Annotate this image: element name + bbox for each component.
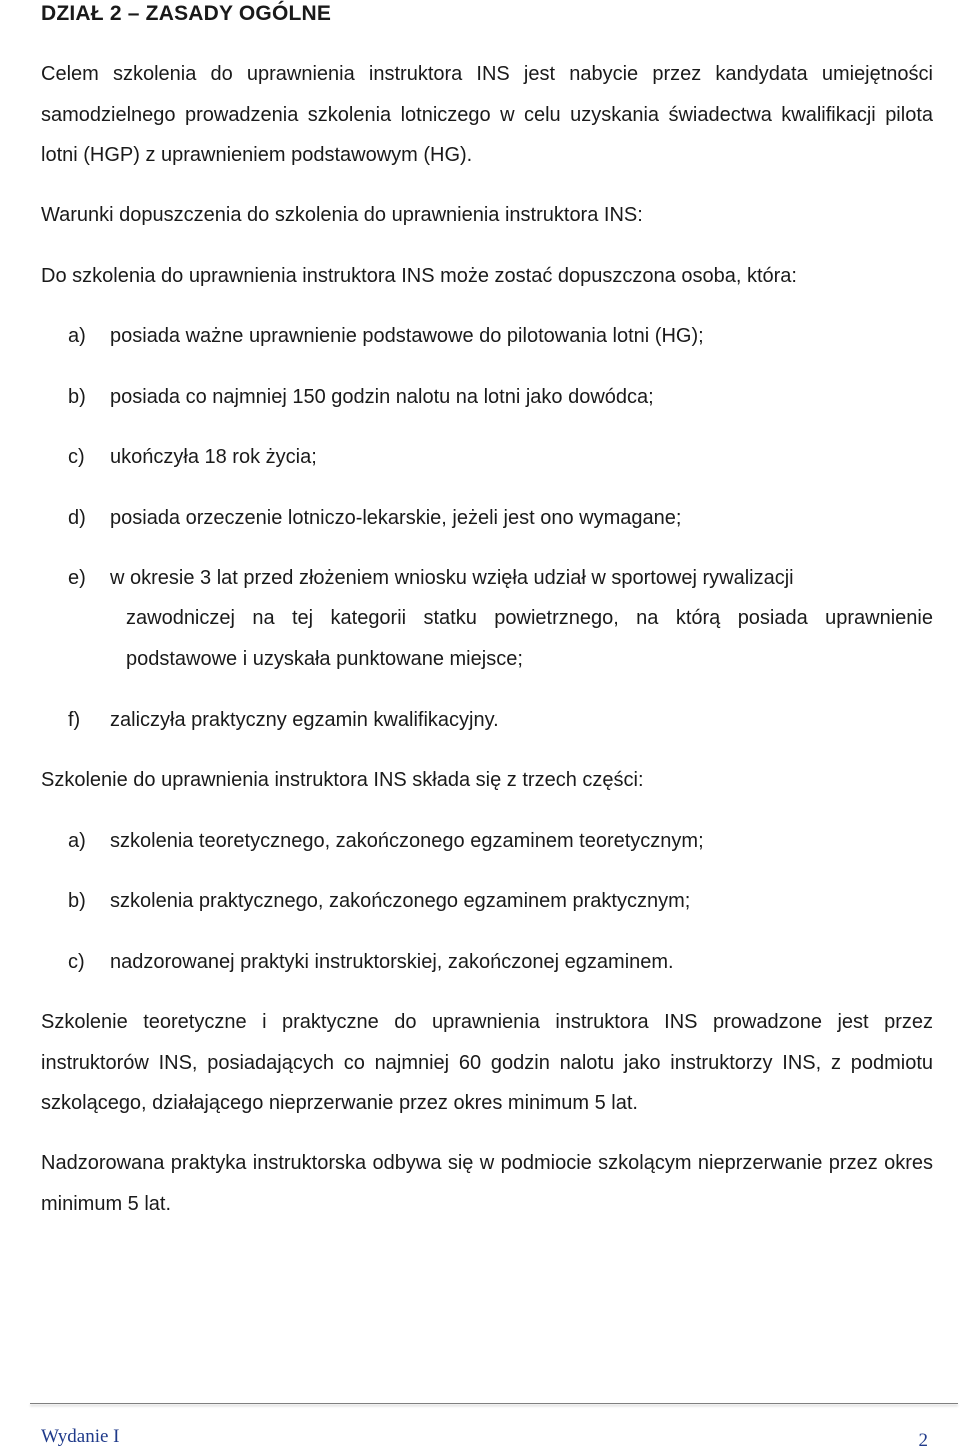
list-item-text-continuation: zawodniczej na tej kategorii statku powietrznego, na którą posiada uprawnienie podstawowe i uzyskała punktowane miejsce; — [126, 607, 933, 670]
condition-item-c — [68, 437, 934, 478]
footer-divider — [30, 1403, 958, 1404]
list-marker: c) — [68, 446, 85, 468]
list-marker: a) — [68, 325, 86, 347]
footer-edition: Wydanie I — [41, 1426, 120, 1447]
condition-item-a — [68, 316, 934, 357]
list-item-text: posiada orzeczenie lotniczo-lekarskie, jeżeli jest ono wymagane; — [110, 507, 682, 529]
list-marker: a) — [68, 830, 86, 852]
list-item-text: nadzorowanej praktyki instruktorskiej, zakończonej egzaminem. — [110, 951, 674, 973]
part-item-a — [68, 821, 934, 862]
conditions-lead: Do szkolenia do uprawnienia instruktora INS może zostać dopuszczona osoba, która: — [41, 265, 797, 287]
list-marker: f) — [68, 709, 81, 731]
intro-paragraph: Celem szkolenia do uprawnienia instruktora INS jest nabycie przez kandydata umiejętności samodzielnego prowadzenia szkolenia lotniczego w celu uzyskania świadectwa kwalifikacji pilota lotni (HGP) z uprawnieniem podstawowym (HG). — [41, 63, 933, 166]
conditions-title: Warunki dopuszczenia do szkolenia do uprawnienia instruktora INS: — [41, 204, 643, 226]
condition-item-b — [68, 377, 934, 418]
list-item-text: posiada ważne uprawnienie podstawowe do pilotowania lotni (HG); — [110, 325, 704, 347]
part-item-c — [68, 942, 934, 983]
list-item-text-line1: w okresie 3 lat przed złożeniem wniosku wzięła udział w sportowej rywalizacji — [110, 567, 794, 589]
condition-item-f — [68, 700, 934, 741]
page-number: 2 — [918, 1430, 928, 1451]
list-marker: b) — [68, 386, 86, 408]
list-item-text: posiada co najmniej 150 godzin nalotu na lotni jako dowódca; — [110, 386, 654, 408]
supervised-info-paragraph: Nadzorowana praktyka instruktorska odbywa się w podmiocie szkolącym nieprzerwanie przez okres minimum 5 lat. — [41, 1152, 933, 1215]
list-marker: d) — [68, 507, 86, 529]
parts-lead: Szkolenie do uprawnienia instruktora INS składa się z trzech części: — [41, 769, 644, 791]
list-item-text: szkolenia praktycznego, zakończonego egzaminem praktycznym; — [110, 890, 691, 912]
list-marker: e) — [68, 567, 86, 589]
list-item-text: zaliczyła praktyczny egzamin kwalifikacyjny. — [110, 709, 499, 731]
list-item-text: ukończyła 18 rok życia; — [110, 446, 317, 468]
section-heading: DZIAŁ 2 – ZASADY OGÓLNE — [41, 2, 332, 25]
condition-item-d — [68, 498, 934, 539]
training-info-paragraph: Szkolenie teoretyczne i praktyczne do uprawnienia instruktora INS prowadzone jest przez instruktorów INS, posiadających co najmniej 60 godzin nalotu jako instruktorzy INS, z podmiotu szkolącego, działającego nieprzerwanie przez okres minimum 5 lat. — [41, 1011, 933, 1114]
list-item-text: szkolenia teoretycznego, zakończonego egzaminem teoretycznym; — [110, 830, 704, 852]
part-item-b — [68, 881, 934, 922]
list-marker: b) — [68, 890, 86, 912]
list-marker: c) — [68, 951, 85, 973]
